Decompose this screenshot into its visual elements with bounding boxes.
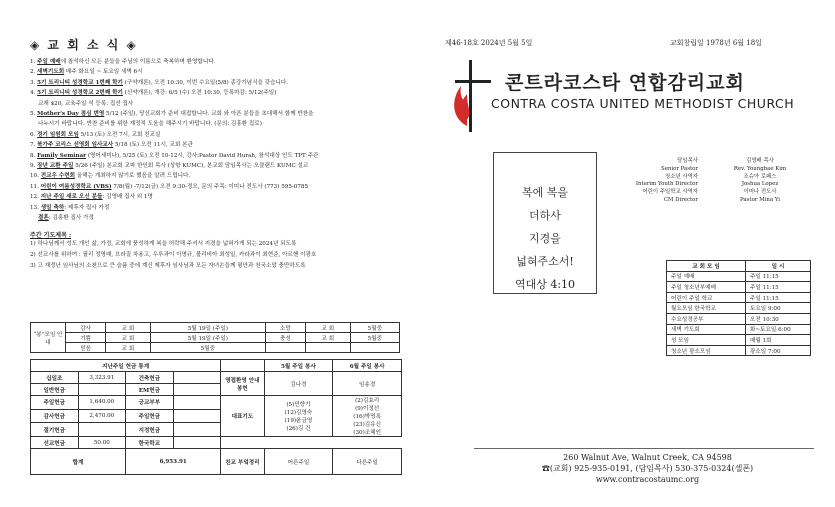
verse-box [493,152,597,294]
staff-role: Senior Pastor [661,165,698,172]
schedule-header: 일 시 [746,261,811,272]
news-item [30,119,402,129]
offering-table [30,359,402,475]
staff-row [600,189,800,197]
news-item-text: (신약개론), 개강: 6/5 (수) 오전 10:30, 등록마감: 5/12(주일) [122,90,277,97]
schedule-header: 교 회 모 임 [667,261,746,272]
news-item-title: 결혼 [38,215,49,222]
staff-list [600,158,800,205]
staff-role: 청소년 사역자 [665,173,698,180]
prayer-item: 2) 선교사를 위하여 : 필리 정명래, 브라질 차용고, 우루과이 이명규, 볼리비아 최성일, 카라과이 최현준, 아르헨 이광호 [30,251,317,258]
staff-row [600,197,800,205]
table-cell: 교 회 [306,333,351,343]
schedule-event: 월요모임 한국학교 [667,303,746,314]
service-june: 임송경 [333,372,402,396]
news-item-title: 새벽기도회 [37,69,65,76]
news-item-title: 전교우 수련회 [40,173,76,180]
table-cell: 긍교부부 [126,396,174,410]
table-cell [350,343,399,353]
news-item [30,109,402,119]
meeting-table [30,322,400,353]
service-label: 대표기도 [221,396,264,437]
schedule-event: 새벽 기도회 [667,324,746,335]
news-number: 2. [30,69,36,76]
news-number: 6. [30,131,36,138]
news-item-text: (영어세미나), 5/25 (토) 오전 10-12시, 강사:Pastor David Hurah, 참석대상 인도 TPT 주관 [86,152,319,159]
total-value: 6,953.91 [126,449,221,475]
table-row [667,313,811,324]
table-row [667,335,811,346]
news-number: 8. [30,152,36,159]
table-cell: 5월중 [350,333,399,343]
divider [474,448,814,449]
bullet-icon: ◈ [126,38,138,52]
table-cell: 믿음 [66,343,106,353]
news-item-title: 정기 임원회 모임 [37,131,79,138]
news-item [30,171,402,181]
staff-name: 조슈아 로페스 [743,173,777,180]
news-item [30,213,402,223]
table-row [31,449,402,475]
table-row [667,303,811,314]
news-item [30,182,402,192]
table-cell: 5월중 [350,323,399,333]
prayer-item: 3) 고 재정난 임사님의 소천으로 큰 슬픔 중에 계신 제후자 임사님과 모든 자녀손들께 평안과 천국소망 충만하도록 [30,262,306,269]
verse-line: 넓혀주소서! [516,255,574,268]
news-number: 13. [30,204,39,211]
service-may: 어른주일 [264,449,333,475]
table-cell [265,343,305,353]
news-item [30,151,402,161]
staff-name: 김영배 목사 [746,158,774,164]
table-cell: 50.00 [78,437,126,449]
news-item-text: 5/13 (토) 오전 7시, 교회 친교실 [78,131,161,138]
table-cell: 3,323.91 [78,372,126,384]
service-label: 친교 부엌정리 [221,449,264,475]
service-june: (2)김효리 (9)이정선 (16)박명록 (23)김유신 (30)조혜인 [333,396,402,437]
news-number: 9. [30,163,36,170]
table-cell: 1,640.00 [78,396,126,410]
table-cell: 교 회 [106,333,151,343]
table-cell: 감사헌금 [31,409,79,423]
schedule-time: 광소일 7:00 [746,345,811,356]
total-label: 합계 [31,449,126,475]
schedule-event: 주일 청소년부예배 [667,282,746,293]
table-cell: 한국학교 [126,437,174,449]
table-cell [78,384,126,396]
news-item-text: 나누시기 바랍니다. 반찬 준비를 위한 재정적 도움을 해주시기 바랍니다. (문의: 김홍환 집로) [38,121,262,128]
news-number: 1. [30,59,36,65]
news-item-title: 어린이 여름성경학교 (VBS) [40,183,112,190]
news-number: 4. [30,90,36,97]
table-row [31,333,400,343]
table-cell: 교 회 [106,343,151,353]
news-item-title: 북가주 코리스 선영회 임사교사 [37,142,114,149]
table-cell: 주일헌금 [31,396,79,410]
table-cell: 십일조 [31,372,79,384]
prayer-item: 1) 하나님께서 성도 개인 삶, 가정, 교회에 풍성하게 복을 허락해 주셔서 지경을 넓혀가게 되는 2024년 되도록 [30,240,297,247]
table-cell [173,423,221,437]
table-cell: 기쁨 [66,333,106,343]
news-item [30,192,402,202]
table-row [31,372,402,384]
bullet-icon: ◈ [30,38,42,52]
table-cell: 5월중 [150,343,265,353]
street-address: 260 Walnut Ave, Walnut Creek, CA 94598 [563,453,732,462]
schedule-time: 화~토요일 6:00 [746,324,811,335]
news-item-title: 장년 교환 주일 [37,163,74,170]
staff-name: Joshua Lopez [741,181,779,188]
table-row [667,345,811,356]
church-name-english: CONTRA COSTA UNITED METHODIST CHURCH [491,96,795,111]
news-item [30,57,402,67]
news-item-title: 5기 트리니티 성경학교 1번째 학기 [37,79,123,86]
table-cell [78,423,126,437]
news-number: 11. [30,183,39,190]
verse-reference: 역대상 4:10 [514,278,576,291]
table-cell [173,409,221,423]
table-row [31,360,402,372]
news-item-title: 생일 축하 [40,204,65,211]
table-cell: 충성 [265,333,305,343]
news-item-title: Mother's Day 점심 번영 [37,111,105,118]
news-item-text: 매주 화요일 ~ 토요일 새벽 6시 [64,69,143,76]
news-section [30,36,402,272]
news-item-text: 올해는 개최하지 않기로 했음을 알려 드립니다. [75,173,191,180]
news-number: 3. [30,79,36,86]
news-item [30,67,402,77]
service-may: 김나경 [264,372,333,396]
staff-name: Rev. Youngbae Kim [733,165,787,172]
staff-row [600,166,800,174]
news-item [30,99,402,109]
table-cell [173,396,221,410]
news-item-text: 5/12 (주일), 당신교회가 준비 대접합니다. 교회 와 아픈 분들을 초대해서 함께 반찬을 [104,111,314,118]
table-row [667,292,811,303]
table-cell: 선교헌금 [31,437,79,449]
table-cell: 지정헌금 [126,423,174,437]
table-cell [173,437,221,449]
news-item [30,161,402,171]
offering-header: 지난주일 헌금 통계 [31,360,221,372]
verse-line: 더하사 [529,209,561,222]
news-item [30,130,402,140]
schedule-table [666,260,811,356]
table-cell: 주일헌금 [126,409,174,423]
meeting-label: “봉”모임 안내 [31,323,66,353]
table-row [667,271,811,282]
news-item-text: (구약개론), 오전 10:30, 이번 수요일(5/8) 종강기념식을 갖습니다. [122,79,289,86]
news-title: ◈ 교 회 소 식 ◈ [30,38,138,52]
table-cell: 5월 19일 (주일) [150,323,265,333]
news-item [30,203,402,213]
news-list [30,57,402,224]
schedule-event: 성 모임 [667,335,746,346]
table-row [31,437,402,449]
news-item-text: : 김홍환 집사 가정 [48,215,94,222]
table-row [31,396,402,410]
table-cell [306,343,351,353]
table-cell: 교 회 [306,323,351,333]
news-item-title: 주일 예배 [37,59,61,65]
staff-role: CM Director [663,196,698,203]
service-header-june: 6월 주일 봉사 [333,360,402,372]
schedule-time: 주일 11:15 [746,292,811,303]
news-item-text: 5/18 (토) 오전 11시, 교회 본관 [113,142,193,149]
verse-line: 지경을 [529,232,561,245]
staff-role: 어린이 주일학교 사역자 [642,189,698,196]
table-cell [173,372,221,384]
prayer-list [30,239,402,272]
table-row [31,323,400,333]
table-cell [221,360,264,372]
table-cell: 절기헌금 [31,423,79,437]
staff-row [600,158,800,166]
news-item [30,78,402,88]
schedule-time: 매월 1회 [746,335,811,346]
news-item [30,140,402,150]
schedule-event: 수요성경공부 [667,313,746,324]
schedule-time: 주일 11:15 [746,271,811,282]
news-item-text: 5/26 (주일) 본교회 교파 한인회 목사 (상항 KUMC), 본교회 담임목사는 오클랜드 KUMC 설교 [73,163,309,170]
service-header-may: 5월 주일 봉사 [264,360,333,372]
news-item-title: 지난 주일 새로 오신 분들 [40,194,103,201]
schedule-time: 오전 10:30 [746,313,811,324]
prayer-title: 주간 기도제목 : [30,231,72,239]
service-june: 다른주일 [333,449,402,475]
table-cell: 건축헌금 [126,372,174,384]
staff-row [600,174,800,182]
phone-numbers: ☎(교회) 925-935-0191, (담임목사) 530-375-0324(셀폰) [541,464,754,473]
table-cell: EM헌금 [126,384,174,396]
schedule-time: 토요일 9:00 [746,303,811,314]
founded-date: 교회창립일 1978년 6월 18일 [670,39,762,47]
table-cell: 2,470.00 [78,409,126,423]
table-cell: 감사 [66,323,106,333]
table-row [667,282,811,293]
service-may: (5)민향기 (12)김영숙 (19)윤금영 (26)김 건 [264,396,333,437]
address-block [480,452,815,485]
schedule-event: 어린이 주일 학교 [667,292,746,303]
table-cell: 소망 [265,323,305,333]
table-cell [173,384,221,396]
church-name-korean: 콘트라코스타 연합감리교회 [505,72,745,94]
table-cell: 교 회 [106,323,151,333]
news-number: 10. [30,173,39,180]
table-row [667,324,811,335]
news-item-text: 7/8(월) -7/12(금) 오전 9:30-정오, 문의 주목: 이미나 전도사 (773) 595-0785 [111,183,309,190]
news-number: 7. [30,142,36,149]
news-item-text: 에 참석하신 모든 분들을 주님의 이름으로 축복하며 환영합니다. [60,59,216,65]
schedule-time: 주일 11:15 [746,282,811,293]
verse-line: 복에 복을 [521,186,568,199]
news-item-title: Family Seminar [37,152,87,159]
news-item-text: : 김영배 집사 외 1명 [102,194,153,201]
news-item-text: : 제후자 집사 가정 [64,204,110,211]
table-row [31,343,400,353]
table-cell: 일반헌금 [31,384,79,396]
service-label: 영접환영 안내봉헌 [221,372,264,396]
staff-role: Interim Youth Director [635,181,698,188]
news-number: 12. [30,194,39,201]
website-link[interactable]: www.contracostaumc.org [595,475,700,484]
news-number: 5. [30,111,36,118]
issue-info: 제46-18호 2024년 5월 5일 [445,39,533,47]
table-cell: 5월 19일 (주일) [150,333,265,343]
staff-name: Pastor Mina Yi [740,196,780,203]
news-item-text: 교재 $20, 교육주일 석 등록: 집선 집사 [38,100,134,107]
cross-flame-icon [447,56,497,136]
staff-name: 이미나 전도사 [743,189,777,196]
staff-role: 담임목사 [677,158,698,164]
schedule-event: 주일 예배 [667,271,746,282]
news-item [30,88,402,98]
news-item-title: 5기 트리니티 성경학교 2번째 학기 [37,90,123,97]
schedule-event: 청소년 광소모임 [667,345,746,356]
